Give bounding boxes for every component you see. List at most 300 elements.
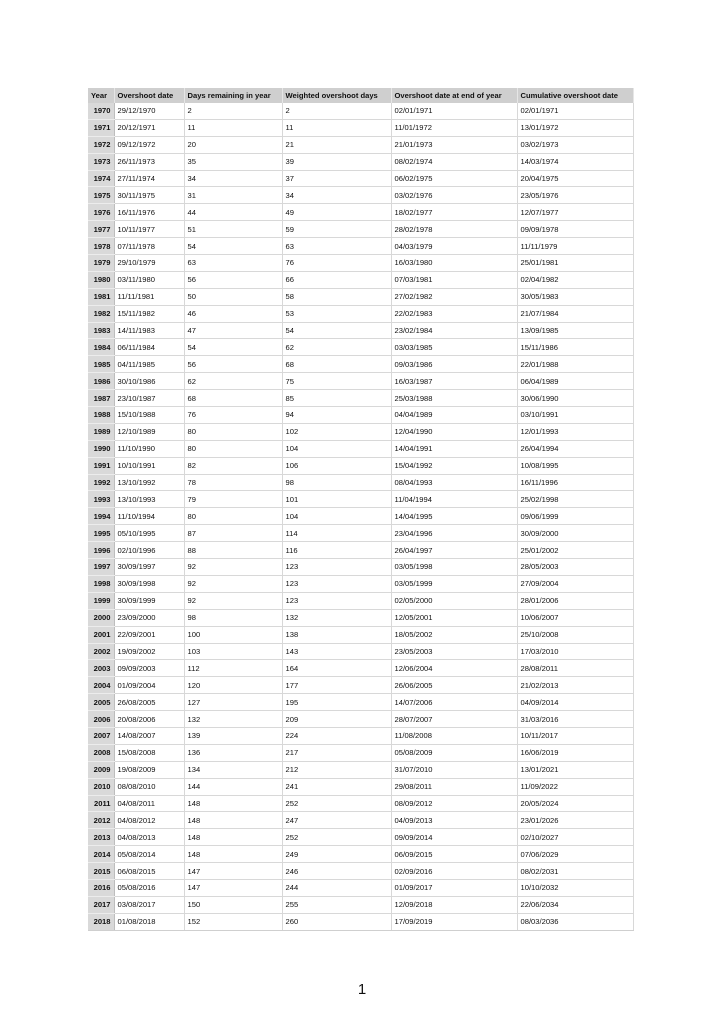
end-of-year-date-cell: 05/08/2009: [391, 744, 517, 761]
table-row: [88, 795, 633, 812]
cumulative-date-cell: 22/06/2034: [517, 896, 633, 913]
overshoot-date-cell: 09/12/1972: [114, 136, 184, 153]
days-remaining-cell: 54: [184, 339, 282, 356]
table-row: [88, 187, 633, 204]
end-of-year-date-cell: 21/01/1973: [391, 136, 517, 153]
table-row: [88, 136, 633, 153]
weighted-days-cell: 177: [282, 677, 391, 694]
overshoot-date-cell: 09/09/2003: [114, 660, 184, 677]
cumulative-date-cell: 20/05/2024: [517, 795, 633, 812]
year-cell: 2003: [88, 660, 114, 677]
year-cell: 2006: [88, 711, 114, 728]
table-row: [88, 457, 633, 474]
overshoot-date-cell: 13/10/1992: [114, 474, 184, 491]
days-remaining-cell: 47: [184, 322, 282, 339]
days-remaining-cell: 20: [184, 136, 282, 153]
cumulative-date-cell: 23/05/1976: [517, 187, 633, 204]
year-cell: 1970: [88, 103, 114, 119]
table-row: [88, 356, 633, 373]
end-of-year-date-cell: 17/09/2019: [391, 913, 517, 930]
weighted-days-cell: 49: [282, 204, 391, 221]
table-row: [88, 238, 633, 255]
end-of-year-date-cell: 31/07/2010: [391, 761, 517, 778]
end-of-year-date-cell: 14/04/1991: [391, 440, 517, 457]
year-cell: 1992: [88, 474, 114, 491]
header-cumulative-overshoot-date: Cumulative overshoot date: [517, 88, 633, 103]
overshoot-date-cell: 27/11/1974: [114, 170, 184, 187]
weighted-days-cell: 101: [282, 491, 391, 508]
year-cell: 2009: [88, 761, 114, 778]
cumulative-date-cell: 11/11/1979: [517, 238, 633, 255]
table-row: [88, 575, 633, 592]
table-row: [88, 660, 633, 677]
table-row: [88, 407, 633, 424]
days-remaining-cell: 80: [184, 508, 282, 525]
weighted-days-cell: 224: [282, 727, 391, 744]
year-cell: 1978: [88, 238, 114, 255]
end-of-year-date-cell: 14/07/2006: [391, 694, 517, 711]
cumulative-date-cell: 02/01/1971: [517, 103, 633, 119]
overshoot-date-cell: 30/11/1975: [114, 187, 184, 204]
overshoot-date-cell: 02/10/1996: [114, 542, 184, 559]
end-of-year-date-cell: 16/03/1987: [391, 373, 517, 390]
year-cell: 1980: [88, 271, 114, 288]
weighted-days-cell: 252: [282, 795, 391, 812]
year-cell: 1985: [88, 356, 114, 373]
year-cell: 1979: [88, 255, 114, 272]
end-of-year-date-cell: 11/01/1972: [391, 119, 517, 136]
weighted-days-cell: 143: [282, 643, 391, 660]
overshoot-date-cell: 04/08/2013: [114, 829, 184, 846]
table-row: [88, 778, 633, 795]
table-row: [88, 153, 633, 170]
cumulative-date-cell: 10/10/2032: [517, 879, 633, 896]
cumulative-date-cell: 06/04/1989: [517, 373, 633, 390]
end-of-year-date-cell: 14/04/1995: [391, 508, 517, 525]
cumulative-date-cell: 10/11/2017: [517, 727, 633, 744]
weighted-days-cell: 54: [282, 322, 391, 339]
year-cell: 1972: [88, 136, 114, 153]
days-remaining-cell: 46: [184, 305, 282, 322]
overshoot-date-cell: 07/11/1978: [114, 238, 184, 255]
weighted-days-cell: 34: [282, 187, 391, 204]
weighted-days-cell: 114: [282, 525, 391, 542]
weighted-days-cell: 63: [282, 238, 391, 255]
weighted-days-cell: 104: [282, 440, 391, 457]
table-row: [88, 677, 633, 694]
table-row: [88, 390, 633, 407]
header-days-remaining: Days remaining in year: [184, 88, 282, 103]
overshoot-date-cell: 11/10/1990: [114, 440, 184, 457]
weighted-days-cell: 53: [282, 305, 391, 322]
year-cell: 1989: [88, 423, 114, 440]
days-remaining-cell: 79: [184, 491, 282, 508]
days-remaining-cell: 150: [184, 896, 282, 913]
days-remaining-cell: 100: [184, 626, 282, 643]
table-row: [88, 440, 633, 457]
end-of-year-date-cell: 11/08/2008: [391, 727, 517, 744]
weighted-days-cell: 217: [282, 744, 391, 761]
year-cell: 2008: [88, 744, 114, 761]
table-row: [88, 896, 633, 913]
days-remaining-cell: 80: [184, 440, 282, 457]
days-remaining-cell: 112: [184, 660, 282, 677]
days-remaining-cell: 88: [184, 542, 282, 559]
days-remaining-cell: 92: [184, 592, 282, 609]
header-overshoot-date-end-of-year: Overshoot date at end of year: [391, 88, 517, 103]
table-row: [88, 170, 633, 187]
cumulative-date-cell: 25/01/1981: [517, 255, 633, 272]
weighted-days-cell: 76: [282, 255, 391, 272]
overshoot-date-cell: 01/09/2004: [114, 677, 184, 694]
table-row: [88, 423, 633, 440]
table-row: [88, 221, 633, 238]
table-row: [88, 863, 633, 880]
cumulative-date-cell: 30/05/1983: [517, 288, 633, 305]
overshoot-date-cell: 29/12/1970: [114, 103, 184, 119]
cumulative-date-cell: 14/03/1974: [517, 153, 633, 170]
year-cell: 1973: [88, 153, 114, 170]
weighted-days-cell: 195: [282, 694, 391, 711]
end-of-year-date-cell: 09/03/1986: [391, 356, 517, 373]
cumulative-date-cell: 16/06/2019: [517, 744, 633, 761]
weighted-days-cell: 98: [282, 474, 391, 491]
year-cell: 1999: [88, 592, 114, 609]
cumulative-date-cell: 21/07/1984: [517, 305, 633, 322]
overshoot-date-cell: 19/09/2002: [114, 643, 184, 660]
weighted-days-cell: 66: [282, 271, 391, 288]
table-row: [88, 474, 633, 491]
overshoot-date-cell: 16/11/1976: [114, 204, 184, 221]
end-of-year-date-cell: 18/02/1977: [391, 204, 517, 221]
cumulative-date-cell: 31/03/2016: [517, 711, 633, 728]
year-cell: 1995: [88, 525, 114, 542]
weighted-days-cell: 102: [282, 423, 391, 440]
year-cell: 1971: [88, 119, 114, 136]
weighted-days-cell: 123: [282, 559, 391, 576]
days-remaining-cell: 136: [184, 744, 282, 761]
year-cell: 2013: [88, 829, 114, 846]
table-header-row: [88, 88, 633, 103]
weighted-days-cell: 209: [282, 711, 391, 728]
cumulative-date-cell: 08/03/2036: [517, 913, 633, 930]
days-remaining-cell: 148: [184, 812, 282, 829]
end-of-year-date-cell: 04/03/1979: [391, 238, 517, 255]
days-remaining-cell: 148: [184, 795, 282, 812]
year-cell: 1981: [88, 288, 114, 305]
overshoot-date-cell: 13/10/1993: [114, 491, 184, 508]
table-row: [88, 761, 633, 778]
year-cell: 2018: [88, 913, 114, 930]
table-row: [88, 592, 633, 609]
overshoot-date-cell: 15/10/1988: [114, 407, 184, 424]
table-row: [88, 879, 633, 896]
year-cell: 1975: [88, 187, 114, 204]
cumulative-date-cell: 13/01/2021: [517, 761, 633, 778]
days-remaining-cell: 152: [184, 913, 282, 930]
year-cell: 2011: [88, 795, 114, 812]
end-of-year-date-cell: 27/02/1982: [391, 288, 517, 305]
page-number: 1: [357, 981, 367, 998]
overshoot-date-cell: 01/08/2018: [114, 913, 184, 930]
table-row: [88, 727, 633, 744]
weighted-days-cell: 2: [282, 103, 391, 119]
weighted-days-cell: 68: [282, 356, 391, 373]
overshoot-date-cell: 10/10/1991: [114, 457, 184, 474]
year-cell: 2000: [88, 609, 114, 626]
weighted-days-cell: 104: [282, 508, 391, 525]
cumulative-date-cell: 12/07/1977: [517, 204, 633, 221]
days-remaining-cell: 148: [184, 829, 282, 846]
weighted-days-cell: 58: [282, 288, 391, 305]
end-of-year-date-cell: 06/02/1975: [391, 170, 517, 187]
weighted-days-cell: 75: [282, 373, 391, 390]
cumulative-date-cell: 13/01/1972: [517, 119, 633, 136]
year-cell: 1993: [88, 491, 114, 508]
table-row: [88, 271, 633, 288]
weighted-days-cell: 244: [282, 879, 391, 896]
table-body: [88, 103, 633, 930]
overshoot-date-cell: 23/10/1987: [114, 390, 184, 407]
year-cell: 1974: [88, 170, 114, 187]
overshoot-date-cell: 04/11/1985: [114, 356, 184, 373]
cumulative-date-cell: 21/02/2013: [517, 677, 633, 694]
end-of-year-date-cell: 08/02/1974: [391, 153, 517, 170]
weighted-days-cell: 260: [282, 913, 391, 930]
year-cell: 1994: [88, 508, 114, 525]
cumulative-date-cell: 02/04/1982: [517, 271, 633, 288]
year-cell: 2010: [88, 778, 114, 795]
cumulative-date-cell: 25/02/1998: [517, 491, 633, 508]
year-cell: 1976: [88, 204, 114, 221]
days-remaining-cell: 31: [184, 187, 282, 204]
days-remaining-cell: 56: [184, 356, 282, 373]
overshoot-date-cell: 11/10/1994: [114, 508, 184, 525]
days-remaining-cell: 54: [184, 238, 282, 255]
days-remaining-cell: 147: [184, 863, 282, 880]
days-remaining-cell: 35: [184, 153, 282, 170]
end-of-year-date-cell: 07/03/1981: [391, 271, 517, 288]
year-cell: 2016: [88, 879, 114, 896]
year-cell: 2014: [88, 846, 114, 863]
table-row: [88, 305, 633, 322]
days-remaining-cell: 62: [184, 373, 282, 390]
weighted-days-cell: 37: [282, 170, 391, 187]
days-remaining-cell: 120: [184, 677, 282, 694]
table-row: [88, 204, 633, 221]
year-cell: 2017: [88, 896, 114, 913]
end-of-year-date-cell: 09/09/2014: [391, 829, 517, 846]
days-remaining-cell: 80: [184, 423, 282, 440]
year-cell: 2007: [88, 727, 114, 744]
days-remaining-cell: 63: [184, 255, 282, 272]
days-remaining-cell: 34: [184, 170, 282, 187]
overshoot-date-cell: 30/09/1997: [114, 559, 184, 576]
overshoot-date-cell: 29/10/1979: [114, 255, 184, 272]
table-row: [88, 711, 633, 728]
end-of-year-date-cell: 15/04/1992: [391, 457, 517, 474]
weighted-days-cell: 39: [282, 153, 391, 170]
end-of-year-date-cell: 01/09/2017: [391, 879, 517, 896]
end-of-year-date-cell: 26/04/1997: [391, 542, 517, 559]
table-row: [88, 373, 633, 390]
weighted-days-cell: 247: [282, 812, 391, 829]
table-row: [88, 913, 633, 930]
table-row: [88, 103, 633, 119]
overshoot-date-cell: 30/09/1999: [114, 592, 184, 609]
cumulative-date-cell: 13/09/1985: [517, 322, 633, 339]
cumulative-date-cell: 22/01/1988: [517, 356, 633, 373]
year-cell: 1991: [88, 457, 114, 474]
days-remaining-cell: 76: [184, 407, 282, 424]
end-of-year-date-cell: 06/09/2015: [391, 846, 517, 863]
cumulative-date-cell: 30/09/2000: [517, 525, 633, 542]
days-remaining-cell: 51: [184, 221, 282, 238]
overshoot-table-container: [88, 88, 633, 931]
header-overshoot-date: Overshoot date: [114, 88, 184, 103]
days-remaining-cell: 56: [184, 271, 282, 288]
cumulative-date-cell: 23/01/2026: [517, 812, 633, 829]
end-of-year-date-cell: 16/03/1980: [391, 255, 517, 272]
overshoot-date-cell: 12/10/1989: [114, 423, 184, 440]
weighted-days-cell: 85: [282, 390, 391, 407]
table-row: [88, 812, 633, 829]
table-row: [88, 643, 633, 660]
end-of-year-date-cell: 18/05/2002: [391, 626, 517, 643]
days-remaining-cell: 148: [184, 846, 282, 863]
year-cell: 1982: [88, 305, 114, 322]
end-of-year-date-cell: 29/08/2011: [391, 778, 517, 795]
overshoot-date-cell: 15/08/2008: [114, 744, 184, 761]
year-cell: 1997: [88, 559, 114, 576]
year-cell: 1987: [88, 390, 114, 407]
year-cell: 1988: [88, 407, 114, 424]
overshoot-date-cell: 19/08/2009: [114, 761, 184, 778]
table-row: [88, 339, 633, 356]
cumulative-date-cell: 04/09/2014: [517, 694, 633, 711]
cumulative-date-cell: 26/04/1994: [517, 440, 633, 457]
weighted-days-cell: 252: [282, 829, 391, 846]
table-row: [88, 491, 633, 508]
overshoot-date-cell: 05/08/2014: [114, 846, 184, 863]
end-of-year-date-cell: 03/02/1976: [391, 187, 517, 204]
overshoot-date-cell: 14/11/1983: [114, 322, 184, 339]
cumulative-date-cell: 07/06/2029: [517, 846, 633, 863]
year-cell: 1986: [88, 373, 114, 390]
end-of-year-date-cell: 23/05/2003: [391, 643, 517, 660]
overshoot-date-cell: 03/11/1980: [114, 271, 184, 288]
weighted-days-cell: 21: [282, 136, 391, 153]
table-row: [88, 322, 633, 339]
table-row: [88, 846, 633, 863]
header-year: Year: [88, 88, 114, 103]
overshoot-date-cell: 20/08/2006: [114, 711, 184, 728]
table-row: [88, 119, 633, 136]
overshoot-date-cell: 06/11/1984: [114, 339, 184, 356]
overshoot-date-cell: 30/09/1998: [114, 575, 184, 592]
cumulative-date-cell: 03/02/1973: [517, 136, 633, 153]
days-remaining-cell: 2: [184, 103, 282, 119]
weighted-days-cell: 164: [282, 660, 391, 677]
weighted-days-cell: 138: [282, 626, 391, 643]
table-row: [88, 255, 633, 272]
cumulative-date-cell: 28/01/2006: [517, 592, 633, 609]
year-cell: 1996: [88, 542, 114, 559]
end-of-year-date-cell: 03/03/1985: [391, 339, 517, 356]
end-of-year-date-cell: 25/03/1988: [391, 390, 517, 407]
end-of-year-date-cell: 12/04/1990: [391, 423, 517, 440]
end-of-year-date-cell: 02/09/2016: [391, 863, 517, 880]
cumulative-date-cell: 08/02/2031: [517, 863, 633, 880]
cumulative-date-cell: 09/06/1999: [517, 508, 633, 525]
year-cell: 1998: [88, 575, 114, 592]
days-remaining-cell: 11: [184, 119, 282, 136]
days-remaining-cell: 147: [184, 879, 282, 896]
weighted-days-cell: 241: [282, 778, 391, 795]
overshoot-date-cell: 06/08/2015: [114, 863, 184, 880]
weighted-days-cell: 123: [282, 592, 391, 609]
table-row: [88, 525, 633, 542]
end-of-year-date-cell: 04/09/2013: [391, 812, 517, 829]
end-of-year-date-cell: 08/09/2012: [391, 795, 517, 812]
cumulative-date-cell: 03/10/1991: [517, 407, 633, 424]
year-cell: 2005: [88, 694, 114, 711]
table-row: [88, 626, 633, 643]
overshoot-date-cell: 20/12/1971: [114, 119, 184, 136]
end-of-year-date-cell: 08/04/1993: [391, 474, 517, 491]
end-of-year-date-cell: 12/09/2018: [391, 896, 517, 913]
overshoot-date-cell: 04/08/2012: [114, 812, 184, 829]
year-cell: 2002: [88, 643, 114, 660]
overshoot-date-cell: 11/11/1981: [114, 288, 184, 305]
weighted-days-cell: 11: [282, 119, 391, 136]
year-cell: 1990: [88, 440, 114, 457]
year-cell: 1983: [88, 322, 114, 339]
cumulative-date-cell: 10/08/1995: [517, 457, 633, 474]
days-remaining-cell: 68: [184, 390, 282, 407]
table-row: [88, 508, 633, 525]
cumulative-date-cell: 16/11/1996: [517, 474, 633, 491]
weighted-days-cell: 212: [282, 761, 391, 778]
overshoot-date-cell: 05/08/2016: [114, 879, 184, 896]
days-remaining-cell: 134: [184, 761, 282, 778]
overshoot-date-cell: 10/11/1977: [114, 221, 184, 238]
cumulative-date-cell: 09/09/1978: [517, 221, 633, 238]
end-of-year-date-cell: 28/02/1978: [391, 221, 517, 238]
weighted-days-cell: 123: [282, 575, 391, 592]
days-remaining-cell: 87: [184, 525, 282, 542]
days-remaining-cell: 127: [184, 694, 282, 711]
weighted-days-cell: 255: [282, 896, 391, 913]
overshoot-date-cell: 04/08/2011: [114, 795, 184, 812]
cumulative-date-cell: 28/08/2011: [517, 660, 633, 677]
overshoot-date-cell: 23/09/2000: [114, 609, 184, 626]
cumulative-date-cell: 28/05/2003: [517, 559, 633, 576]
weighted-days-cell: 59: [282, 221, 391, 238]
table-row: [88, 542, 633, 559]
days-remaining-cell: 78: [184, 474, 282, 491]
cumulative-date-cell: 17/03/2010: [517, 643, 633, 660]
end-of-year-date-cell: 12/05/2001: [391, 609, 517, 626]
table-row: [88, 829, 633, 846]
year-cell: 2001: [88, 626, 114, 643]
header-weighted-overshoot-days: Weighted overshoot days: [282, 88, 391, 103]
overshoot-date-cell: 03/08/2017: [114, 896, 184, 913]
days-remaining-cell: 82: [184, 457, 282, 474]
year-cell: 2012: [88, 812, 114, 829]
days-remaining-cell: 92: [184, 559, 282, 576]
end-of-year-date-cell: 03/05/1998: [391, 559, 517, 576]
